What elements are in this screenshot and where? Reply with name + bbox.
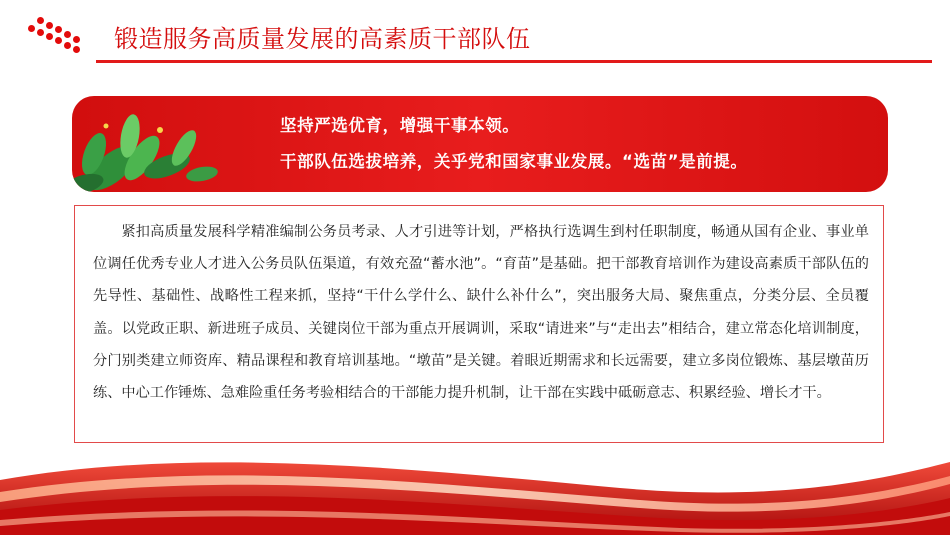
page-title: 锻造服务高质量发展的高素质干部队伍 [114, 25, 531, 53]
highlight-banner [72, 96, 888, 192]
content-paragraph: 紧扣高质量发展科学精准编制公务员考录、人才引进等计划，严格执行选调生到村任职制度，畅通从国有企业、事业单位调任优秀专业人才进入公务员队伍渠道，有效充盈“蓄水池”。“育苗”是基础。把干部教育培训作为建设高素质干部队伍的先导性、基础性、战略性工程来抓，坚持“干什么学什么、缺什么补什么”，突出服务大局、聚焦重点，分类分层、全员覆盖。以党政正职、新进班子成员、关键岗位干部为重点开展调训，采取“请进来”与“走出去”相结合，建立常态化培训制度，分门别类建立师资库、精品课程和教育培训基地。“墩苗”是关键。着眼近期需求和长远需要，建立多岗位锻炼、基层墩苗历练、中心工作锤炼、急难险重任务考验相结合的干部能力提升机制，让干部在实践中砥砺意志、积累经验、增长才干。 [93, 224, 869, 402]
logo-dots-icon [28, 14, 88, 54]
title-divider [96, 60, 932, 63]
green-leaves-icon [72, 96, 222, 192]
content-box [74, 205, 884, 443]
banner-line-1: 坚持严选优育，增强干事本领。 [280, 116, 520, 135]
red-ribbon-wave-icon [0, 440, 950, 535]
banner-line-2: 干部队伍选拔培养，关乎党和国家事业发展。“选苗”是前提。 [280, 152, 748, 171]
